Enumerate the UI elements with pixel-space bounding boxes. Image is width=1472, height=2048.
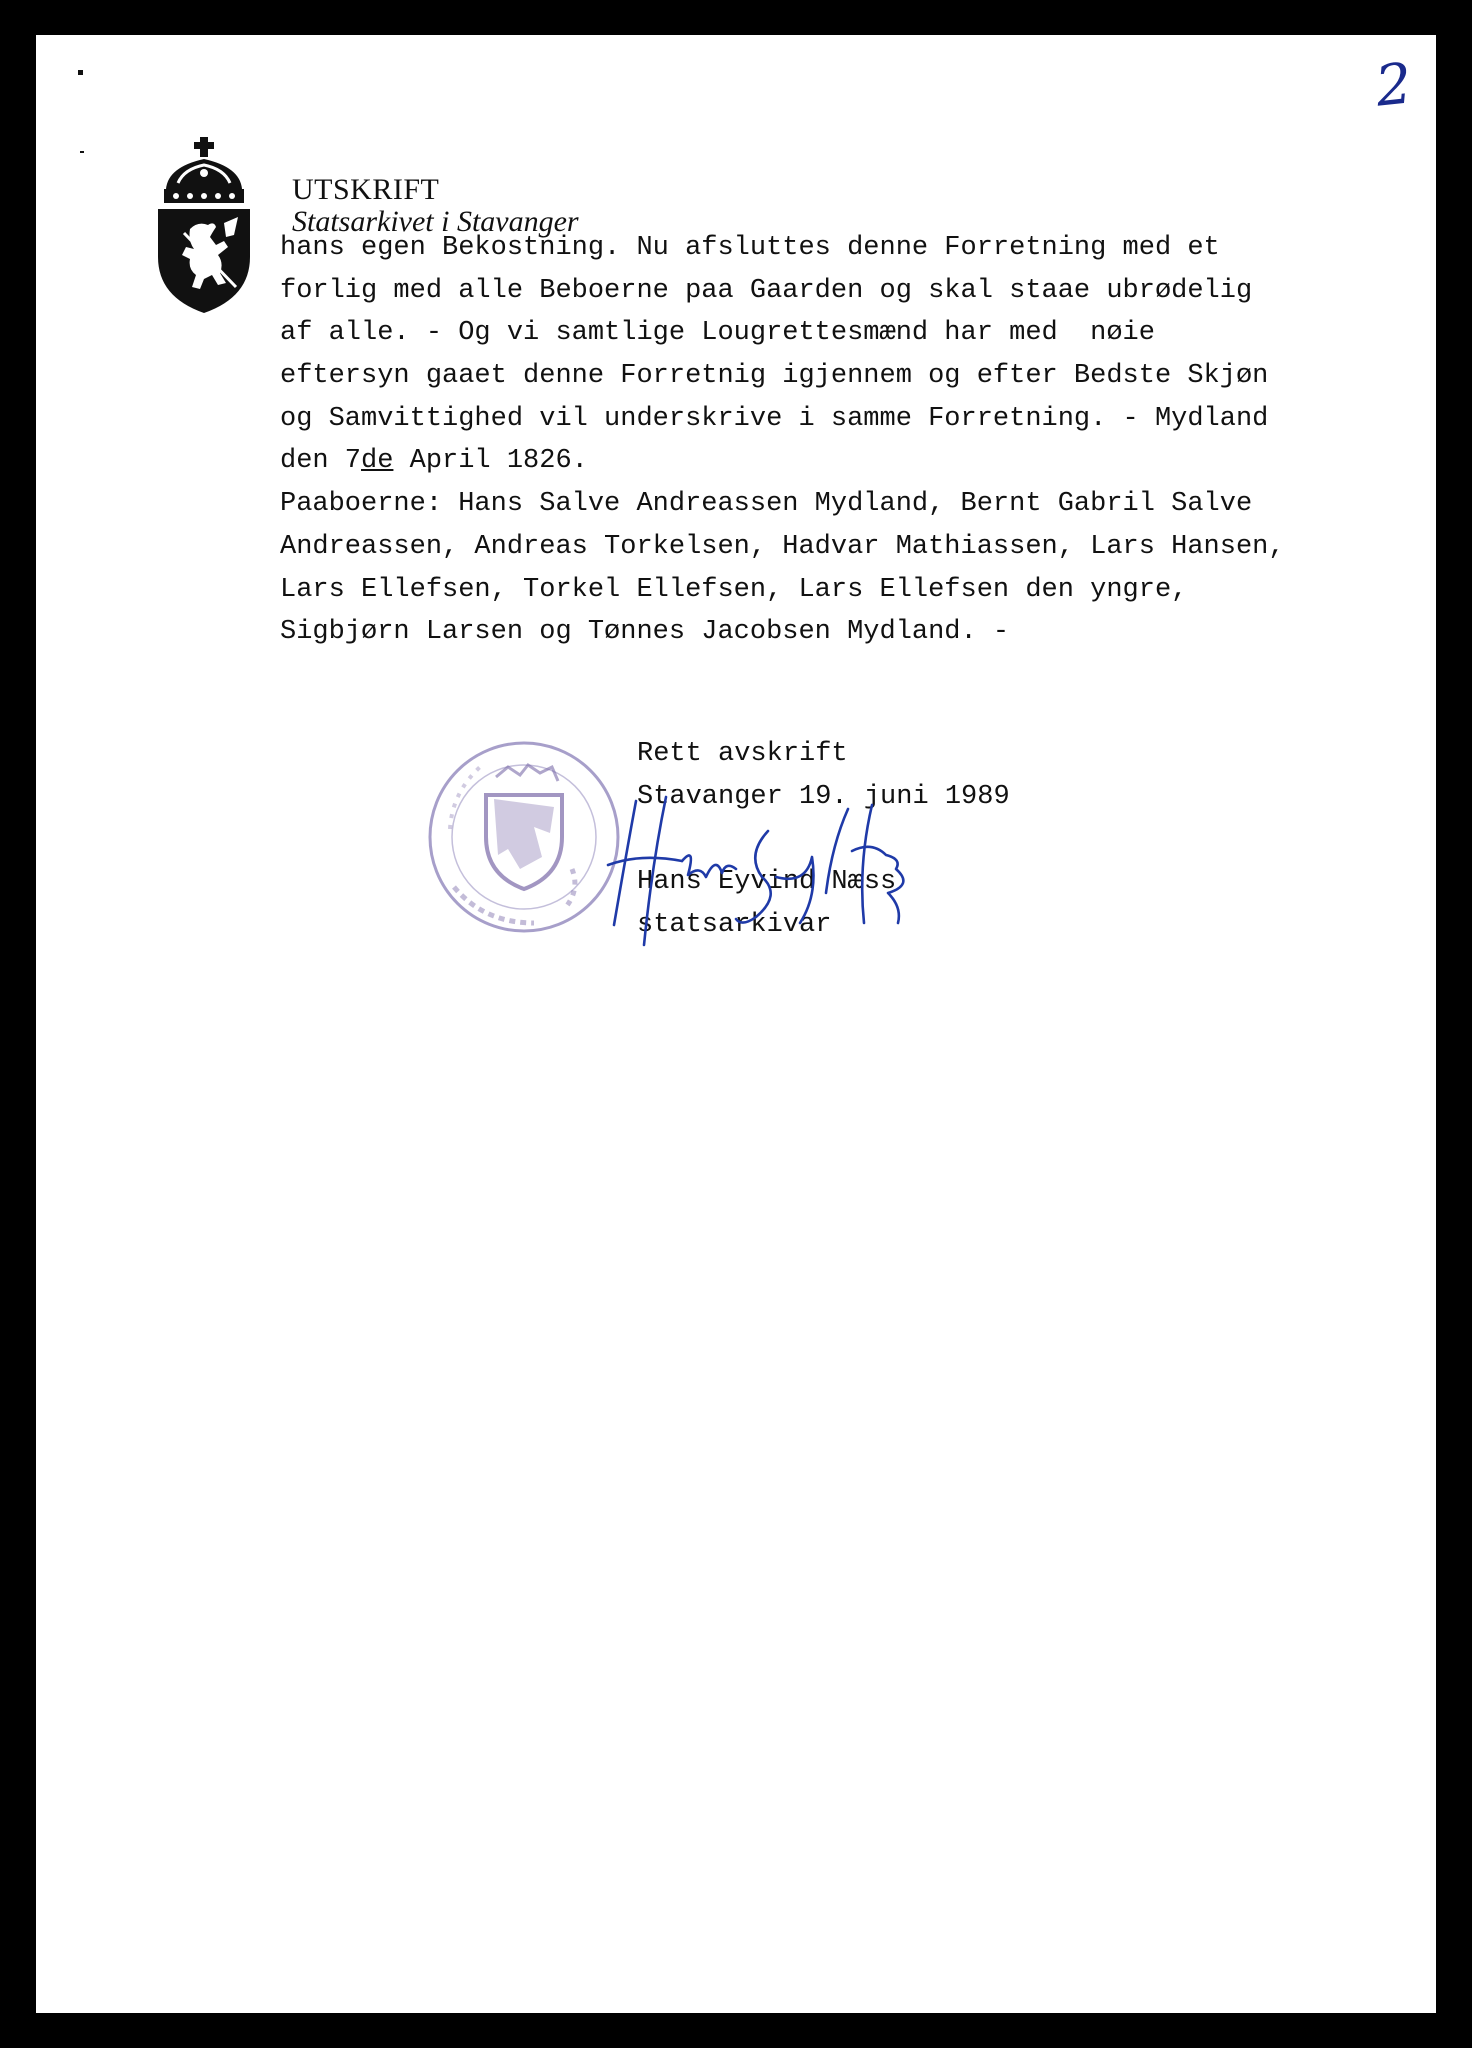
handwritten-signature [596,795,976,955]
body-line: forlig med alle Beboerne paa Gaarden og skal staae ubrødelig [280,275,1253,306]
archive-stamp [424,737,624,937]
body-line: af alle. - Og vi samtlige Lougrettesmænd har med nøie [280,318,1155,349]
certification-place-date: Stavanger 19. juni 1989 [637,781,1010,812]
header-subtitle: Statsarkivet i Stavanger [292,205,579,238]
date-line [280,440,1380,483]
transcript-body [280,227,1380,654]
body-line: Sigbjørn Larsen og Tønnes Jacobsen Mydland. - [280,617,1010,648]
coat-of-arms-icon [154,137,254,315]
body-line: hans egen Bekostning. Nu afsluttes denne Forretning med et [280,233,1220,263]
signatory-role: statsarkivar [637,909,832,940]
date-prefix: den 7 [280,446,362,477]
page-number: 2 [1372,51,1415,120]
body-line: Lars Ellefsen, Torkel Ellefsen, Lars Ellefsen den yngre, [280,574,1188,605]
date-suffix: April 1826. [393,446,588,477]
document-page [36,35,1436,2013]
body-line: og Samvittighed vil underskrive i samme Forretning. - Mydland [280,403,1269,434]
signatory-name: Hans Eyvind Næss [637,867,897,898]
body-line: Andreassen, Andreas Torkelsen, Hadvar Mathiassen, Lars Hansen, [280,531,1285,562]
body-line: eftersyn gaaet denne Forretnig igjennem og efter Bedste Skjøn [280,361,1269,392]
date-ordinal: de [361,446,394,477]
header-title: UTSKRIFT [292,173,440,206]
scan-speck [80,151,84,153]
body-line: Paaboerne: Hans Salve Andreassen Mydland, Bernt Gabril Salve [280,489,1253,520]
certification-line: Rett avskrift [637,739,848,769]
scan-speck [78,70,83,75]
